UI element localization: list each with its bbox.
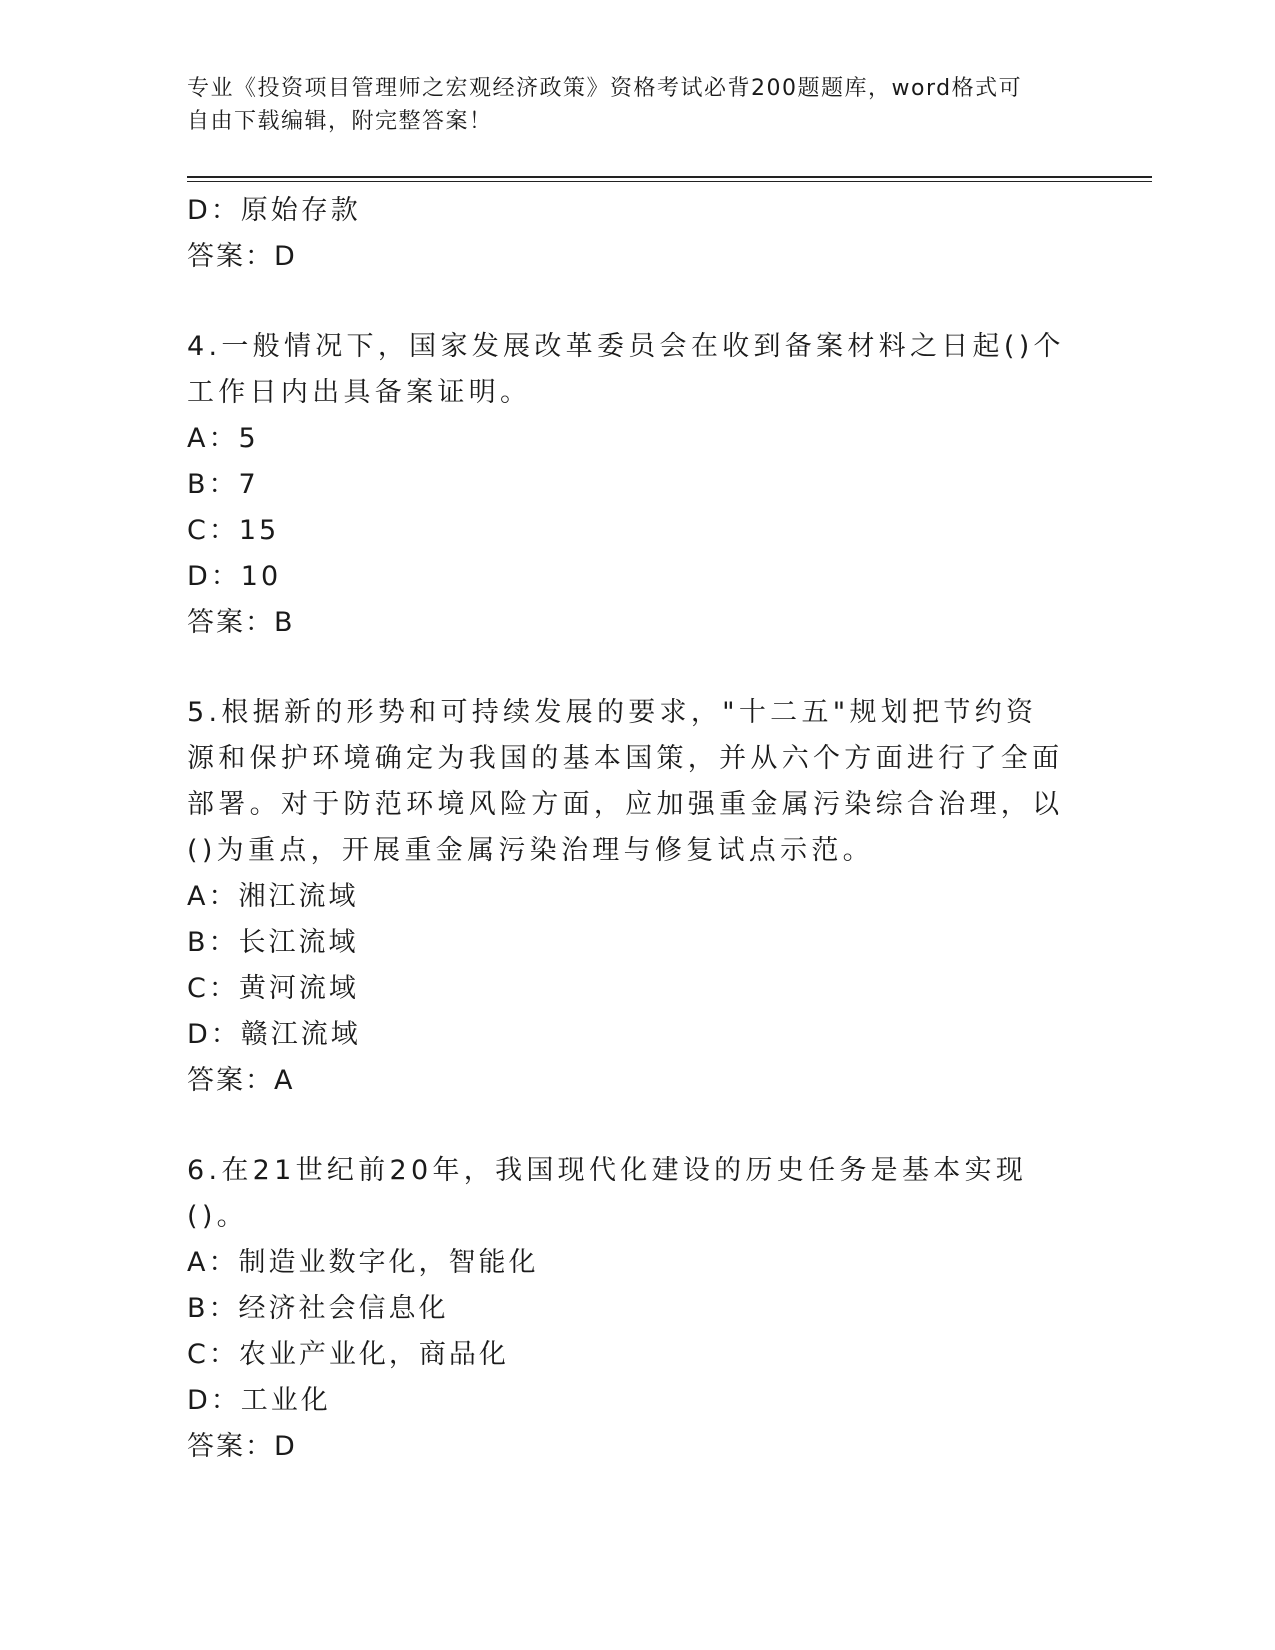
question-stem: 6.在21世纪前20年，我国现代化建设的历史任务是基本实现()。 [187,1155,1028,1232]
header-divider-thin [187,181,1152,182]
option-d: D：工业化 [187,1385,331,1416]
answer-value: D [274,1431,297,1462]
carryover-question [187,188,1067,280]
question-6 [187,1148,1067,1470]
answer-label: 答案： [187,607,274,638]
option-b: B：经济社会信息化 [187,1293,449,1324]
option-c: C：15 [187,515,280,546]
option-c: C：黄河流域 [187,973,359,1004]
answer-value: A [274,1065,295,1096]
answer-line [187,1058,1067,1104]
option-a: A：湘江流域 [187,881,359,912]
answer-line [187,234,1067,280]
answer-line [187,600,1067,646]
question-4 [187,324,1067,646]
header-title-line-2: 自由下载编辑，附完整答案！ [187,109,493,134]
option-a: A：5 [187,423,259,454]
answer-value: B [274,607,295,638]
option-b: B：长江流域 [187,927,359,958]
option-a: A：制造业数字化，智能化 [187,1247,539,1278]
question-5 [187,690,1067,1104]
header-divider-thick [187,176,1152,178]
header-title-line-1: 专业《投资项目管理师之宏观经济政策》资格考试必背200题题库，word格式可 [187,76,1023,101]
option-b: B：7 [187,469,259,500]
answer-value: D [274,241,297,272]
option-d: D：原始存款 [187,195,361,226]
question-stem: 4.一般情况下，国家发展改革委员会在收到备案材料之日起()个工作日内出具备案证明。 [187,331,1065,408]
page-header [187,72,1087,138]
answer-label: 答案： [187,1431,274,1462]
option-d: D：赣江流域 [187,1019,361,1050]
answer-line [187,1424,1067,1470]
option-c: C：农业产业化，商品化 [187,1339,509,1370]
answer-label: 答案： [187,1065,274,1096]
question-stem: 5.根据新的形势和可持续发展的要求，"十二五"规划把节约资源和保护环境确定为我国的基本国策，并从六个方面进行了全面部署。对于防范环境风险方面，应加强重金属污染综合治理，以()为重点，开展重金属污染治理与修复试点示范。 [187,697,1064,866]
answer-label: 答案： [187,241,274,272]
option-d: D：10 [187,561,282,592]
question-list [187,188,1067,1514]
